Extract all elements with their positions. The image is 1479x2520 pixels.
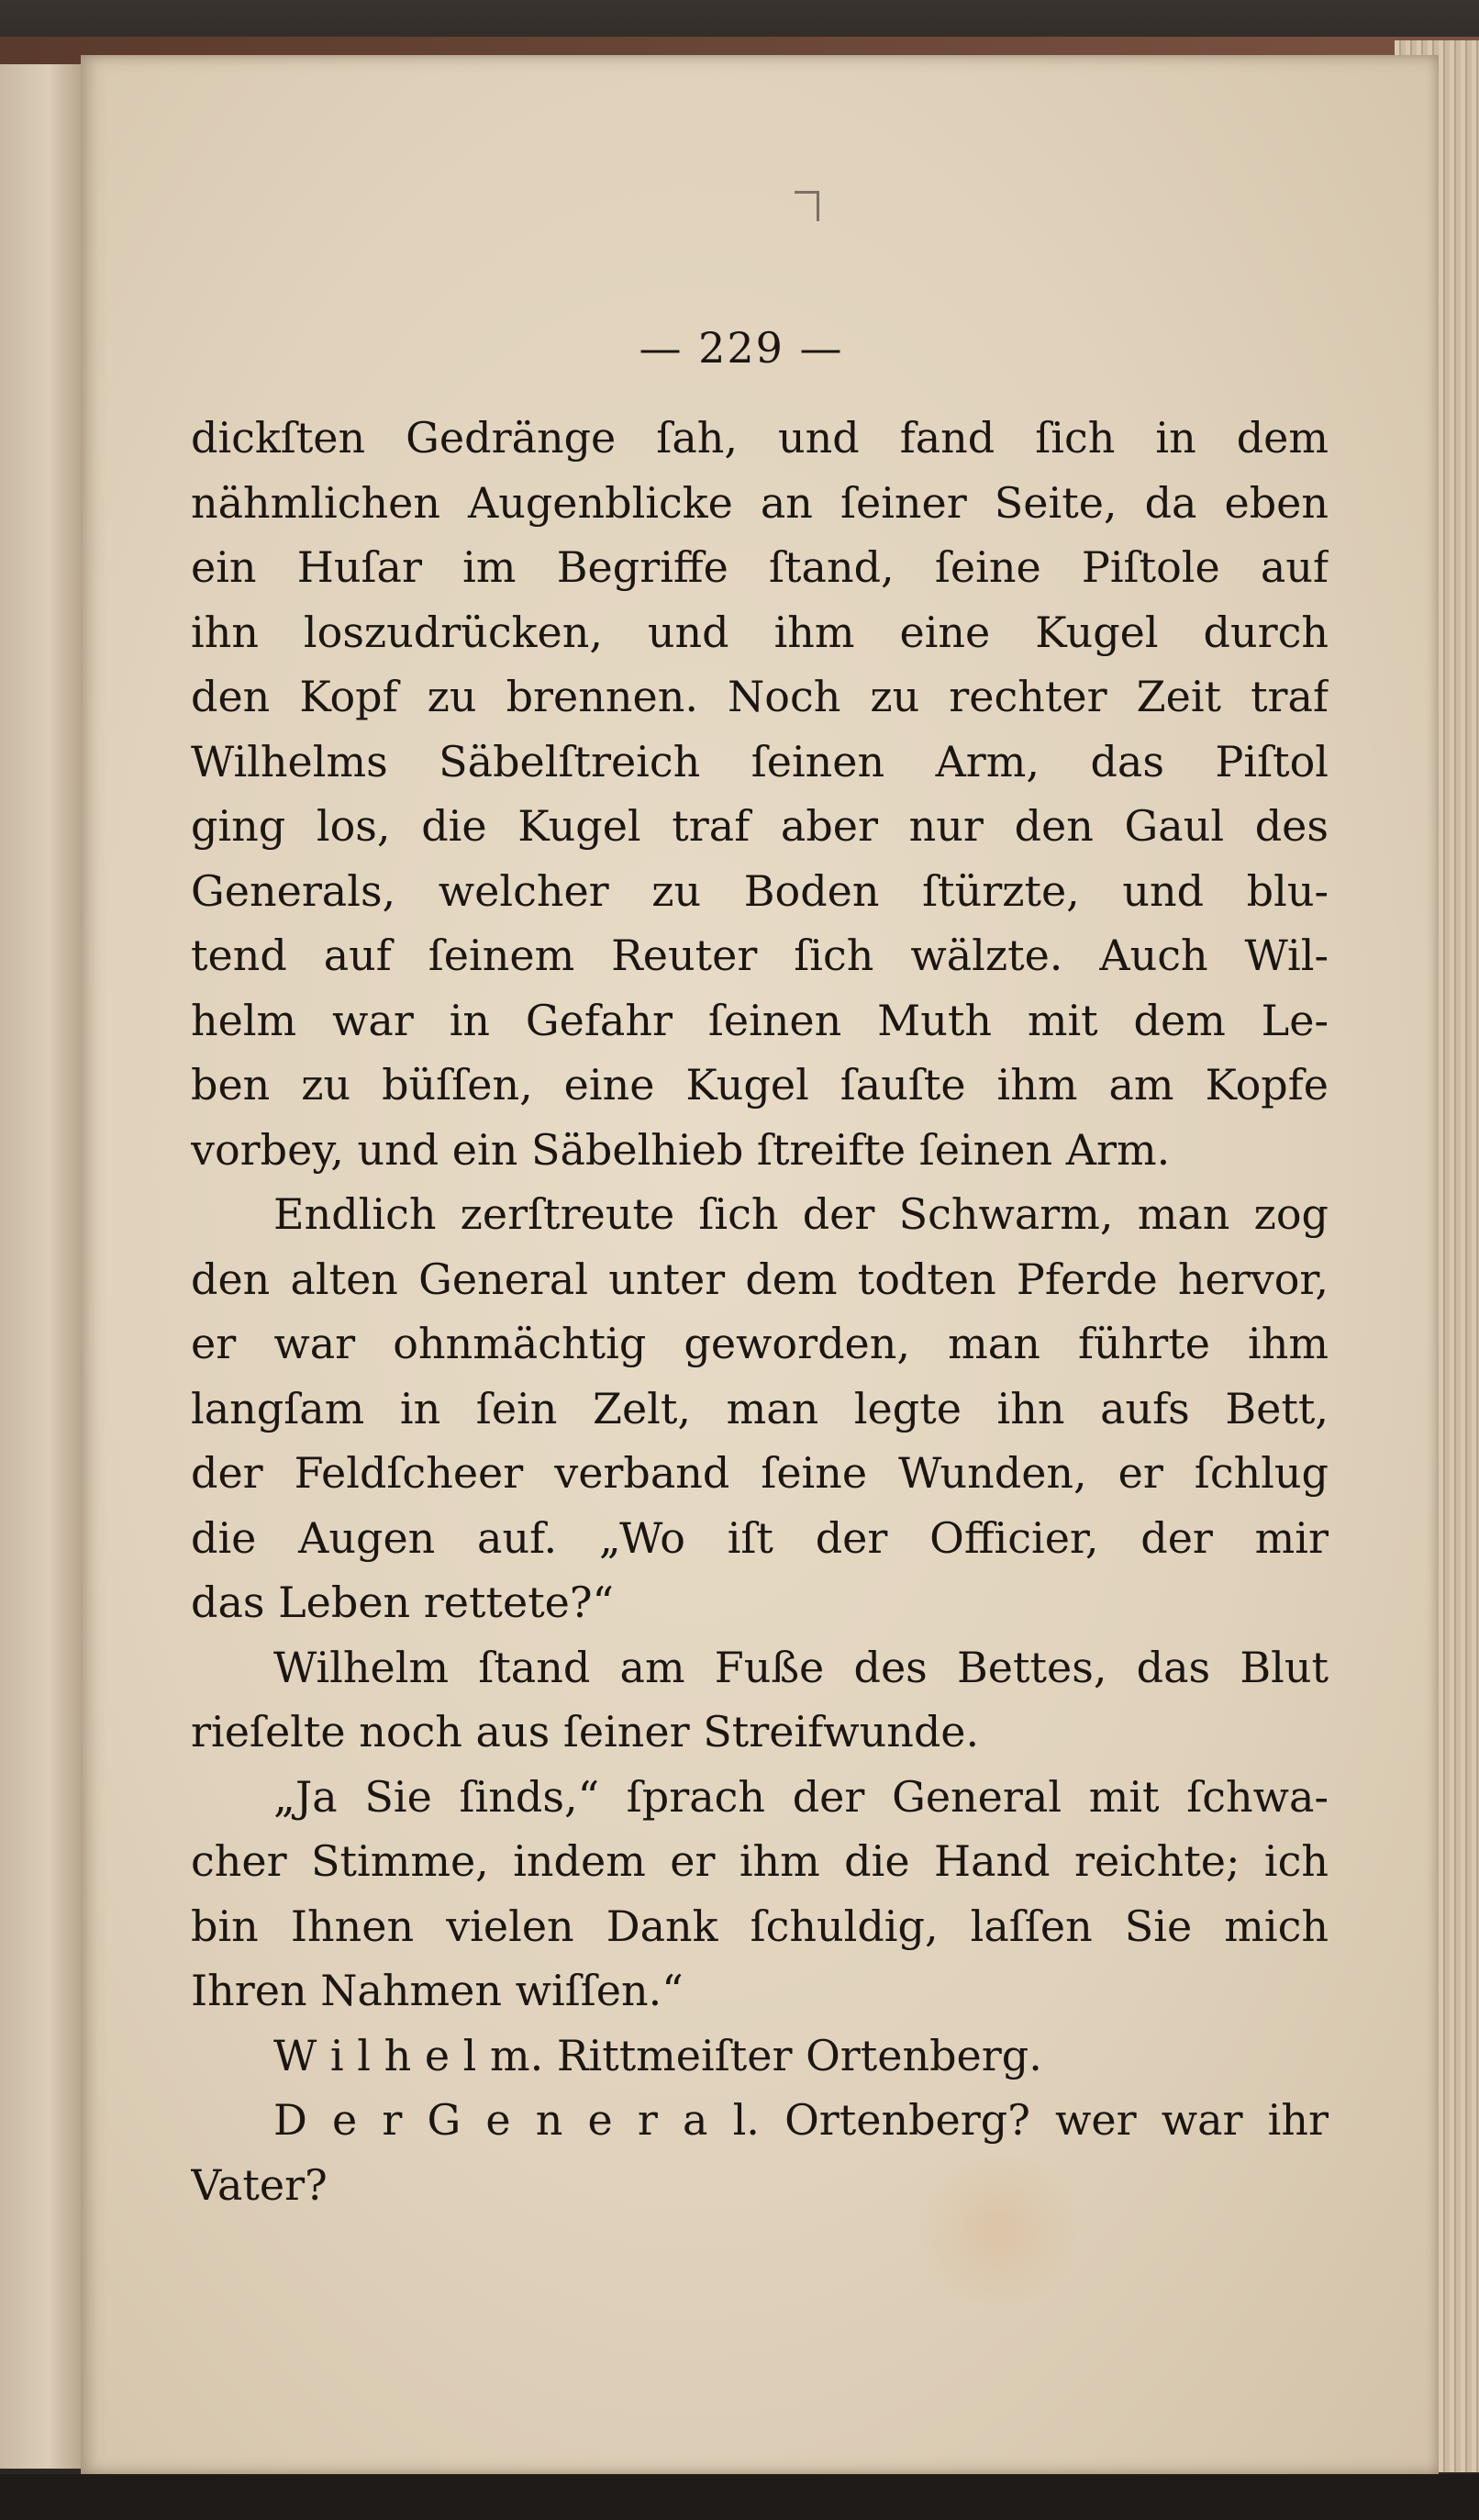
- pencil-mark: [795, 191, 819, 221]
- text-line: langſam in ſein Zelt, man legte ihn aufs Bett,: [191, 1383, 1329, 1433]
- text-line: er war ohnmächtig geworden, man führte ihm: [191, 1319, 1329, 1368]
- text-line: bin Ihnen vielen Dank ſchuldig, laſſen Sie mich: [191, 1901, 1329, 1951]
- text-line: vorbey, und ein Säbelhieb ſtreifte ſeinen Arm.: [191, 1124, 1171, 1175]
- text-line: der Feldſcheer verband ſeine Wunden, er ſchlug: [191, 1448, 1329, 1498]
- text-line: Wilhelm ſtand am Fuße des Bettes, das Blut: [273, 1642, 1329, 1692]
- text-line: Generals, welcher zu Boden ſtürzte, und blu-: [191, 865, 1329, 916]
- text-line: das Leben rettete?“: [191, 1578, 615, 1627]
- text-line: ben zu büſſen, eine Kugel ſauſte ihm am Kopfe: [191, 1060, 1329, 1109]
- text-line: Wilhelms Säbelſtreich ſeinen Arm, das Piſtol: [191, 736, 1329, 786]
- text-line: ihn loszudrücken, und ihm eine Kugel durch: [191, 607, 1329, 657]
- text-line: Endlich zerſtreute ſich der Schwarm, man zog: [273, 1189, 1329, 1239]
- background-bottom: [0, 2474, 1479, 2520]
- text-line: W i l h e l m. Rittmeiſter Ortenberg.: [273, 2030, 1042, 2080]
- text-line: Ihren Nahmen wiſſen.“: [191, 1966, 684, 2015]
- text-line: die Augen auf. „Wo iſt der Officier, der mir: [191, 1512, 1329, 1563]
- text-line: cher Stimme, indem er ihm die Hand reichte; ich: [191, 1836, 1329, 1886]
- text-line: „Ja Sie ſinds,“ ſprach der General mit ſchwa-: [273, 1771, 1329, 1822]
- page-number: — 229 —: [639, 323, 844, 373]
- text-line: ging los, die Kugel traf aber nur den Gaul des: [191, 801, 1329, 851]
- left-page-edge: [0, 64, 81, 2469]
- text-line: Vater?: [191, 2159, 328, 2210]
- text-line: dickſten Gedränge ſah, und fand ſich in dem: [191, 413, 1329, 463]
- text-line: rieſelte noch aus ſeiner Streifwunde.: [191, 1707, 980, 1756]
- book-page: [81, 55, 1439, 2474]
- text-line: ein Huſar im Begriffe ſtand, ſeine Piſtole auf: [191, 542, 1329, 592]
- body-text: [191, 406, 1329, 2217]
- text-line: helm war in Gefahr ſeinen Muth mit dem Le-: [191, 995, 1329, 1045]
- text-line: nähmlichen Augenblicke an ſeiner Seite, da eben: [191, 477, 1329, 528]
- text-line: den Kopf zu brennen. Noch zu rechter Zeit traf: [191, 672, 1329, 721]
- text-line: den alten General unter dem todten Pferde hervor,: [191, 1254, 1329, 1304]
- text-line: tend auf ſeinem Reuter ſich wälzte. Auch Wil-: [191, 931, 1329, 980]
- text-line: D e r G e n e r a l. Ortenberg? wer war ihr: [273, 2095, 1329, 2145]
